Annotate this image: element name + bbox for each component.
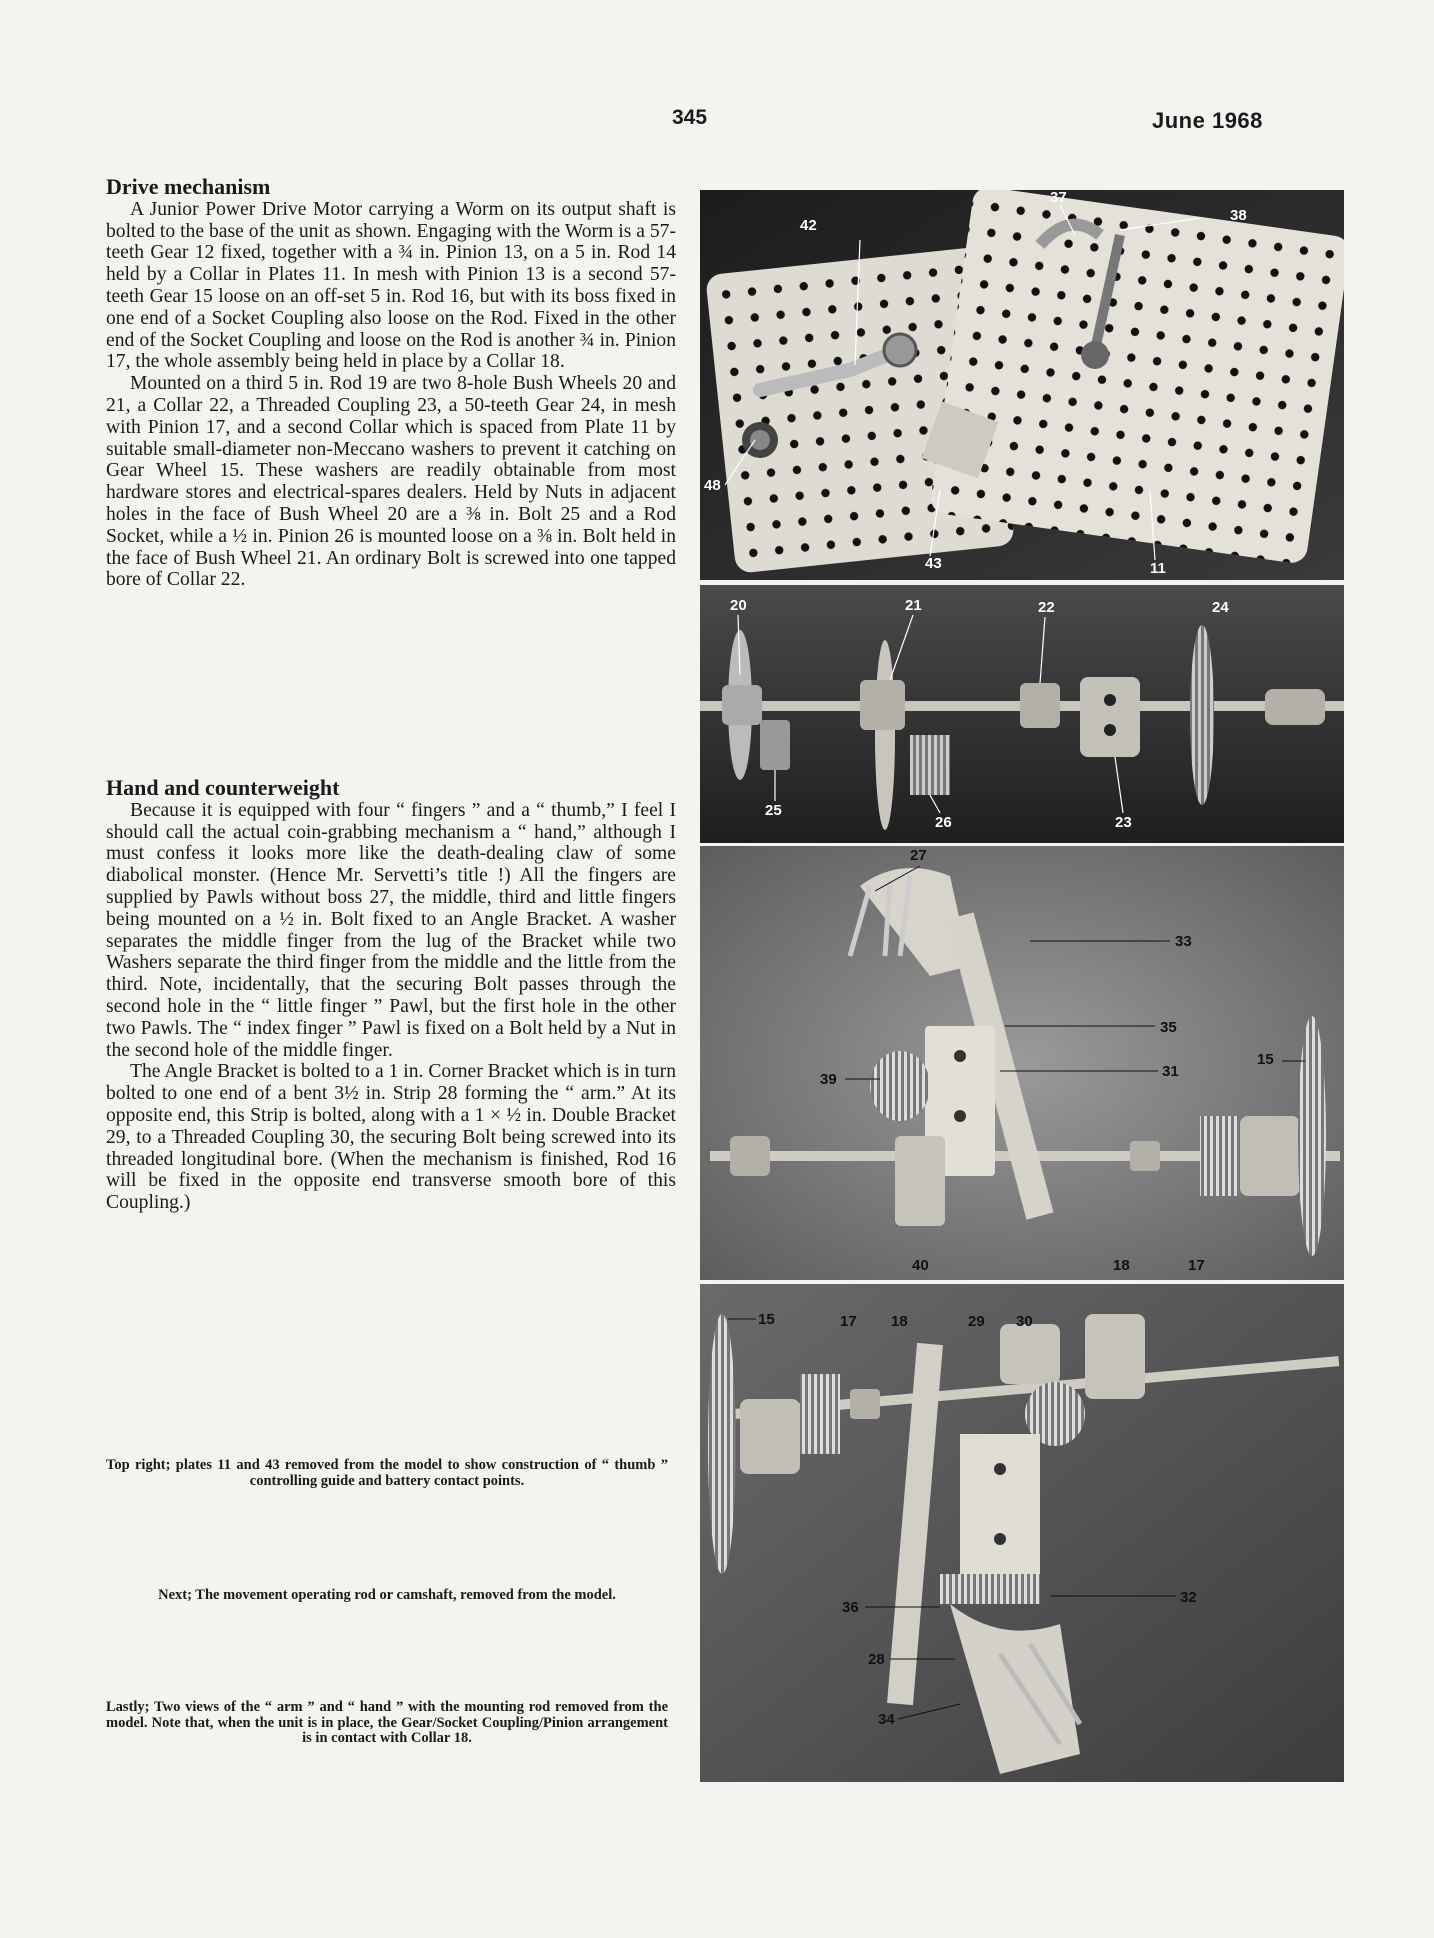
photo-label: 23 — [1115, 814, 1132, 831]
photo-label: 21 — [905, 597, 922, 614]
photo-hand — [700, 1284, 1344, 1782]
issue-date: June 1968 — [1152, 108, 1263, 133]
photo-label: 42 — [800, 217, 817, 234]
photo-label: 24 — [1212, 599, 1229, 616]
photo-label: 30 — [1016, 1313, 1033, 1330]
section-heading: Drive mechanism — [106, 174, 271, 199]
photo-label: 48 — [704, 477, 721, 494]
photo-camshaft — [700, 585, 1344, 843]
photo-label: 34 — [878, 1711, 895, 1728]
photo-label: 25 — [765, 802, 782, 819]
photo-label: 17 — [840, 1313, 857, 1330]
caption-top-right: Top right; plates 11 and 43 removed from the model to show construction of “ thumb ” controlling guide and battery contact points. — [106, 1457, 668, 1489]
photo-label: 36 — [842, 1599, 859, 1616]
photo-label: 38 — [1230, 207, 1247, 224]
photo-label: 15 — [1257, 1051, 1274, 1068]
photo-label: 40 — [912, 1257, 929, 1274]
photo-label: 29 — [968, 1313, 985, 1330]
photo-plates — [700, 190, 1344, 580]
paragraph: A Junior Power Drive Motor carrying a Worm on its output shaft is bolted to the base of the unit as shown. Engaging with the Worm is a 57-teeth Gear 12 fixed, together with a ¾ in. Pinion 13, on a 5 in. Rod 14 held by a Collar in Plates 11. In mesh with Pinion 13 is a second 57-teeth Gear 15 loose on an off-set 5 in. Rod 16, but with its boss fixed in one end of a Socket Coupling also loose on the Rod. Fixed in the other end of the Socket Coupling and loose on the Rod is another ¾ in. Pinion 17, the whole assembly being held in place by a Collar 18. — [106, 198, 676, 373]
section-heading: Hand and counterweight — [106, 775, 340, 800]
photo-label: 22 — [1038, 599, 1055, 616]
paragraph: Mounted on a third 5 in. Rod 19 are two 8-hole Bush Wheels 20 and 21, a Collar 22, a Threaded Coupling 23, a 50-teeth Gear 24, in mesh with Pinion 17, and a second Collar which is spaced from Plate 11 by suitable small-diameter non-Meccano washers to prevent it catching on Gear Wheel 15. These washers are readily obtainable from most hardware stores and electrical-spares dealers. Held by Nuts in adjacent holes in the face of Bush Wheel 20 are a ⅜ in. Bolt 25 and a Rod Socket, while a ½ in. Pinion 26 is mounted loose on a ⅜ in. Bolt held in the face of Bush Wheel 21. An ordinary Bolt is screwed into one tapped bore of Collar 22. — [106, 373, 676, 591]
paragraph: The Angle Bracket is bolted to a 1 in. Corner Bracket which is in turn bolted to one end of a bent 3½ in. Strip 28 forming the “ arm.” At its opposite end, this Strip is bolted, along with a 1 × ½ in. Double Bracket 29, to a Threaded Coupling 30, the securing Bolt being screwed into its threaded longitudinal bore. (When the mechanism is finished, Rod 16 will be fixed in the opposite end transverse smooth bore of this Coupling.) — [106, 1061, 676, 1214]
photo-label: 18 — [891, 1313, 908, 1330]
photo-label: 18 — [1113, 1257, 1130, 1274]
photo-label: 33 — [1175, 933, 1192, 950]
section-hand-and-counterweight — [106, 777, 676, 1214]
photo-arm — [700, 846, 1344, 1280]
photo-label: 43 — [925, 555, 942, 572]
caption-lastly: Lastly; Two views of the “ arm ” and “ hand ” with the mounting rod removed from the model. Note that, when the unit is in place, the Gear/Socket Coupling/Pinion arrangement is in contact with Collar 18. — [106, 1699, 668, 1746]
photo-label: 31 — [1162, 1063, 1179, 1080]
photo-label: 32 — [1180, 1589, 1197, 1606]
photo-label: 26 — [935, 814, 952, 831]
photo-label: 37 — [1050, 190, 1067, 206]
photo-label: 11 — [1150, 560, 1166, 577]
section-drive-mechanism — [106, 176, 676, 591]
photo-label: 28 — [868, 1651, 885, 1668]
photo-label: 15 — [758, 1311, 775, 1328]
caption-next: Next; The movement operating rod or camshaft, removed from the model. — [158, 1587, 616, 1603]
photo-label: 39 — [820, 1071, 837, 1088]
photo-label: 20 — [730, 597, 747, 614]
photo-label: 27 — [910, 847, 927, 864]
photo-label: 35 — [1160, 1019, 1177, 1036]
page-number: 345 — [672, 106, 708, 129]
photo-label: 17 — [1188, 1257, 1205, 1274]
paragraph: Because it is equipped with four “ fingers ” and a “ thumb,” I feel I should call the actual coin-grabbing mechanism a “ hand,” although I must confess it looks more like the death-dealing claw of some diabolical monster. (Hence Mr. Servetti’s title !) All the fingers are supplied by Pawls without boss 27, the middle, third and little fingers being mounted on a ½ in. Bolt fixed to an Angle Bracket. A washer separates the middle finger from the lug of the Bracket while two Washers separate the third finger from the middle and the little from the third. Note, incidentally, that the securing Bolt passes through the second hole in the “ little finger ” Pawl, but the first hole in the other two Pawls. The “ index finger ” Pawl is fixed on a Bolt held by a Nut in the second hole of the middle finger. — [106, 799, 676, 1061]
